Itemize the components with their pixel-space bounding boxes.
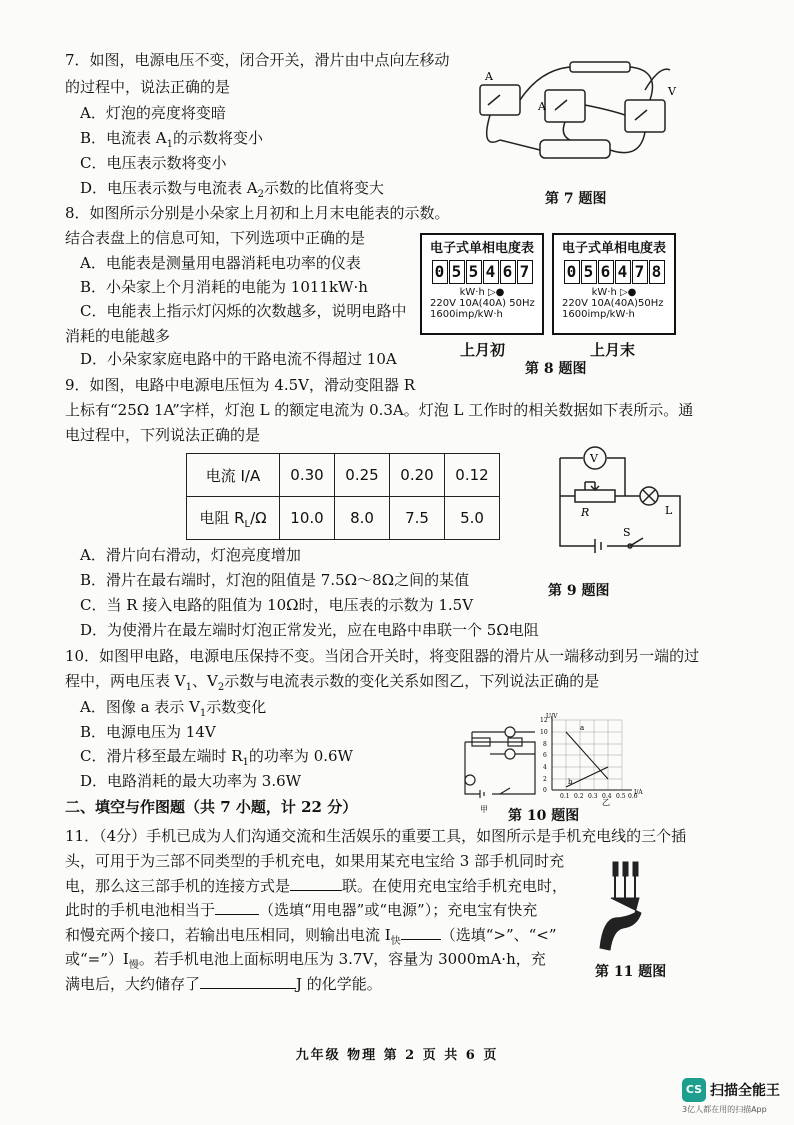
q11-line7: 满电后，大约储存了 J 的化学能。	[65, 975, 382, 993]
q8-meter-start-spec1: 220V 10A(40A) 50Hz	[430, 298, 535, 309]
q8-meter-end-spec1: 220V 10A(40A)50Hz	[562, 298, 664, 309]
q10-ytick: 6	[543, 752, 547, 759]
q10-stem-line2: 程中，两电压表 $V_1$、$V_2$示数与电流表示数的变化关系如图乙，下列说法正确的是	[65, 672, 600, 693]
q10-ytick: 0	[543, 787, 547, 794]
q9-label-s: S	[623, 526, 631, 539]
q10-label-yi: 乙	[602, 798, 610, 807]
q11-blank-4	[200, 974, 296, 989]
q11-line3: 电，那么这三部手机的连接方式是 联。在使用充电宝给手机充电时，	[65, 877, 568, 895]
table-cell: 8.0	[335, 497, 390, 540]
table-cell: 0.30	[280, 454, 335, 497]
q10-stem-line1: 10．如图甲电路，电源电压保持不变。当闭合开关时，将变阻器的滑片从一端移动到另一端的过	[65, 647, 700, 665]
meter-digit: 7	[632, 260, 648, 284]
q7-option-b: B．电流表 $A_1$的示数将变小	[80, 129, 264, 150]
q9-circuit-figure	[545, 438, 690, 553]
q10-option-a: A．图像 a 表示 $V_1$示数变化	[80, 698, 267, 719]
q7-option-d: D．电压表示数与电流表 $A_2$示数的比值将变大	[80, 179, 385, 200]
q7-stem-line1: 7．如图，电源电压不变，闭合开关，滑片由中点向左移动	[65, 51, 450, 69]
q10-xtick: 0.6	[628, 793, 638, 800]
meter-digit: 5	[581, 260, 597, 284]
q9-stem-line1: 9．如图，电路中电源电压恒为 4.5V，滑动变阻器 R	[65, 376, 416, 394]
q10-caption: 第 10 题图	[508, 808, 580, 824]
q10-xtick: 0.4	[602, 793, 612, 800]
q11-blank-3	[401, 925, 441, 940]
meter-digit: 6	[598, 260, 614, 284]
q9-rheostat	[575, 490, 615, 502]
q10-graph-b-label: b	[568, 778, 573, 786]
q8-meter-start	[420, 233, 544, 335]
q11-charging-cable-figure	[595, 858, 655, 956]
q10-ytick: 10	[540, 729, 548, 736]
q7-ammeter-a	[480, 85, 520, 115]
table-cell: 0.12	[445, 454, 500, 497]
q9-table-head-current: 电流 I/A	[187, 454, 280, 497]
meter-digit: 5	[449, 260, 465, 284]
q11-blank-1	[290, 876, 342, 891]
table-cell: 10.0	[280, 497, 335, 540]
q7-label-a1: A	[538, 100, 546, 113]
table-row	[187, 454, 500, 497]
section2-title: 二、填空与作图题（共 7 小题，计 22 分）	[65, 798, 358, 816]
q10-option-d: D．电路消耗的最大功率为 3.6W	[80, 772, 302, 790]
q10-ytick: 2	[543, 776, 547, 783]
q10-graph-yi	[538, 712, 648, 807]
q11-blank-2	[215, 900, 259, 915]
q7-label-v: V	[668, 85, 676, 98]
q11-line6: 或“$=”)I_慢$。若手机电池上面标明电压为 3.7V，容量为 3000mA·h，充	[65, 950, 546, 971]
q7-battery	[570, 62, 630, 72]
q10-ylabel: U/V	[546, 713, 558, 720]
q8-label-start: 上月初	[460, 341, 506, 359]
q9-stem-line2: 上标有“25Ω 1A”字样，灯泡 L 的额定电流为 0.3A。灯泡 L 工作时的相关数据如下表所示。通	[65, 401, 694, 419]
q10-option-b: B．电源电压为 14V	[80, 723, 216, 741]
q10-xtick: 0.5	[616, 793, 626, 800]
q9-option-c: C．当 R 接入电路的阻值为 10Ω时，电压表的示数为 1.5V	[80, 596, 474, 614]
scanner-logo-icon: CS	[682, 1078, 706, 1102]
meter-digit: 7	[517, 260, 533, 284]
q9-option-b: B．滑片在最右端时，灯泡的阻值是 7.5Ω～8Ω之间的某值	[80, 571, 470, 589]
q8-meter-end	[552, 233, 676, 335]
q8-meter-end-digits	[554, 260, 674, 284]
q7-option-c: C．电压表示数将变小	[80, 154, 227, 172]
q8-option-c-line2: 消耗的电能越多	[65, 327, 171, 345]
q9-caption: 第 9 题图	[548, 583, 610, 599]
q8-caption: 第 8 题图	[525, 361, 587, 377]
table-cell: 0.20	[390, 454, 445, 497]
q8-meter-end-title: 电子式单相电度表	[561, 241, 666, 256]
q7-option-a: A．灯泡的亮度将变暗	[80, 104, 226, 122]
table-cell: 7.5	[390, 497, 445, 540]
q11-line5: 和慢充两个接口，若输出电压相同，则输出电流 $I_快$ （选填“>”、“<”	[65, 926, 557, 947]
q10-xtick: 0.2	[574, 793, 584, 800]
q10-label-jia: 甲	[480, 805, 488, 814]
meter-digit: 8	[649, 260, 665, 284]
q11-line4: 此时的手机电池相当于 （选填“用电器”或“电源”）；充电宝有快充	[65, 901, 538, 919]
q8-meter-start-digits	[422, 260, 542, 284]
table-cell: 5.0	[445, 497, 500, 540]
q10-graph-a-label: a	[580, 724, 585, 732]
meter-digit: 6	[500, 260, 516, 284]
q8-meter-end-spec2: 1600imp/kW·h	[562, 309, 635, 320]
scanner-tagline: 3亿人都在用的扫描App	[682, 1105, 767, 1114]
q9-data-table	[186, 453, 500, 540]
q8-meter-end-unit: kW·h ▷●	[591, 287, 637, 298]
q7-caption: 第 7 题图	[545, 191, 607, 207]
scanner-watermark	[682, 1078, 780, 1115]
q9-label-v: V	[590, 452, 598, 465]
meter-digit: 4	[483, 260, 499, 284]
q8-meter-start-spec2: 1600imp/kW·h	[430, 309, 503, 320]
q8-option-d: D．小朵家家庭电路中的干路电流不得超过 10A	[80, 350, 397, 368]
q11-line2: 头，可用于为三部不同类型的手机充电，如果用某充电宝给 3 部手机同时充	[65, 852, 565, 870]
q9-table-head-resistance: 电阻 $R_L/\Omega$	[187, 497, 280, 540]
q8-meter-start-unit: kW·h ▷●	[459, 287, 505, 298]
q10-option-c: C．滑片移至最左端时 $R_1$的功率为 0.6W	[80, 747, 353, 768]
q10-ytick: 8	[543, 741, 547, 748]
q7-label-a: A	[485, 70, 493, 83]
q9-label-l: L	[665, 504, 673, 517]
q9-stem-line3: 电过程中，下列说法正确的是	[65, 426, 261, 444]
q10-xtick: 0.3	[588, 793, 598, 800]
page-footer: 九年级 物理 第 2 页 共 6 页	[295, 1048, 499, 1063]
meter-digit: 5	[466, 260, 482, 284]
q10-circuit-jia	[460, 722, 540, 814]
q8-option-b: B．小朵家上个月消耗的电能为 1011kW·h	[80, 278, 368, 296]
q10-xtick: 0.1	[560, 793, 570, 800]
q9-label-r: R	[581, 506, 590, 519]
q7-voltmeter	[625, 100, 665, 132]
q10-ytick: 4	[543, 764, 547, 771]
q9-option-a: A．滑片向右滑动，灯泡亮度增加	[80, 546, 301, 564]
q8-label-end: 上月末	[590, 341, 636, 359]
meter-digit: 0	[432, 260, 448, 284]
q7-rheostat	[540, 140, 610, 158]
meter-digit: 4	[615, 260, 631, 284]
q8-option-c-line1: C．电能表上指示灯闪烁的次数越多，说明电路中	[80, 302, 407, 320]
q11-caption: 第 11 题图	[595, 964, 667, 980]
q10-xlabel: I/A	[634, 789, 643, 796]
table-cell: 0.25	[335, 454, 390, 497]
scanner-brand: 扫描全能王	[710, 1083, 780, 1099]
q7-circuit-figure	[460, 50, 680, 185]
q7-ammeter-a1	[545, 90, 585, 122]
q11-line1: 11．（4分）手机已成为人们沟通交流和生活娱乐的重要工具，如图所示是手机充电线的三个插	[65, 827, 687, 845]
q8-option-a: A．电能表是测量用电器消耗电功率的仪表	[80, 254, 361, 272]
q7-stem-line2: 的过程中，说法正确的是	[65, 78, 231, 96]
meter-digit: 0	[564, 260, 580, 284]
q10-line-a	[566, 732, 608, 779]
q8-stem-line2: 结合表盘上的信息可知，下列选项中正确的是	[65, 229, 366, 247]
q8-stem-line1: 8．如图所示分别是小朵家上月初和上月末电能表的示数。	[65, 204, 450, 222]
q8-meter-start-title: 电子式单相电度表	[429, 241, 534, 256]
table-row	[187, 497, 500, 540]
q9-option-d: D．为使滑片在最左端时灯泡正常发光，应在电路中串联一个 5Ω电阻	[80, 621, 539, 639]
q10-ytick: 12	[540, 717, 548, 724]
